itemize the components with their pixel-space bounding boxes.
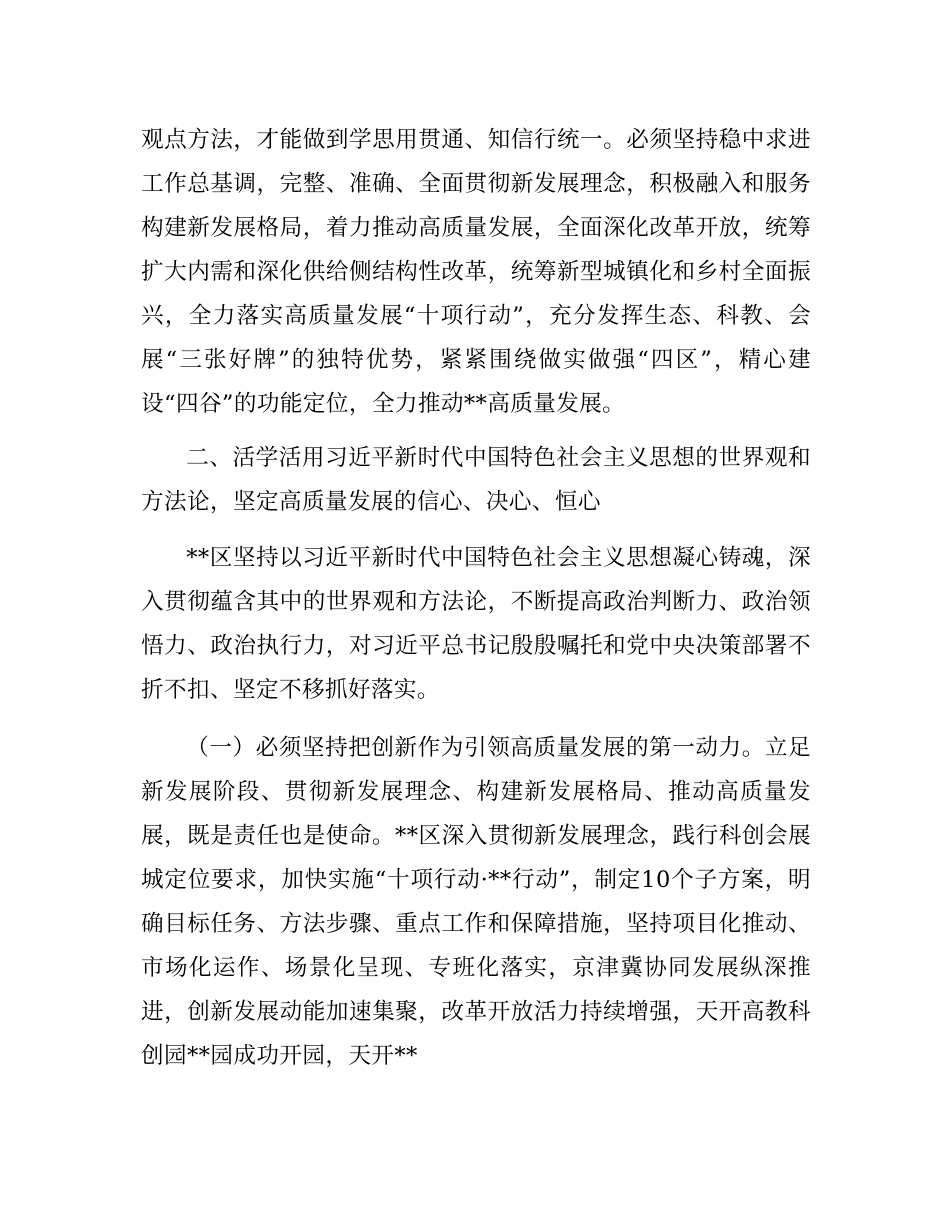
paragraph-innovation: （一）必须坚持把创新作为引领高质量发展的第一动力。立足新发展阶段、贯彻新发展理念、构建新发展格局、推动高质量发展，既是责任也是使命。**区深入贯彻新发展理念，践行科创会展城定位要求，加快实施“十项行动·**行动”，制定10个子方案，明确目标任务、方法步骤、重点工作和保障措施，坚持项目化推动、市场化运作、场景化呈现、专班化落实，京津冀协同发展纵深推进，创新发展动能加速集聚，改革开放活力持续增强，天开高教科创园**园成功开园，天开** (141, 735, 811, 1069)
section-heading-2: 二、活学活用习近平新时代中国特色社会主义思想的世界观和方法论，坚定高质量发展的信心、决心、恒心 (141, 445, 811, 515)
document-body (141, 118, 811, 1078)
paragraph-district-summary: **区坚持以习近平新时代中国特色社会主义思想凝心铸魂，深入贯彻蕴含其中的世界观和方法论，不断提高政治判断力、政治领悟力、政治执行力，对习近平总书记殷殷嘱托和党中央决策部署不折不扣、坚定不移抓好落实。 (141, 545, 811, 703)
paragraph-continuation: 观点方法，才能做到学思用贯通、知信行统一。必须坚持稳中求进工作总基调，完整、准确、全面贯彻新发展理念，积极融入和服务构建新发展格局，着力推动高质量发展，全面深化改革开放，统筹扩大内需和深化供给侧结构性改革，统筹新型城镇化和乡村全面振兴，全力落实高质量发展“十项行动”，充分发挥生态、科教、会展“三张好牌”的独特优势，紧紧围绕做实做强“四区”，精心建设“四谷”的功能定位，全力推动**高质量发展。 (141, 127, 811, 417)
